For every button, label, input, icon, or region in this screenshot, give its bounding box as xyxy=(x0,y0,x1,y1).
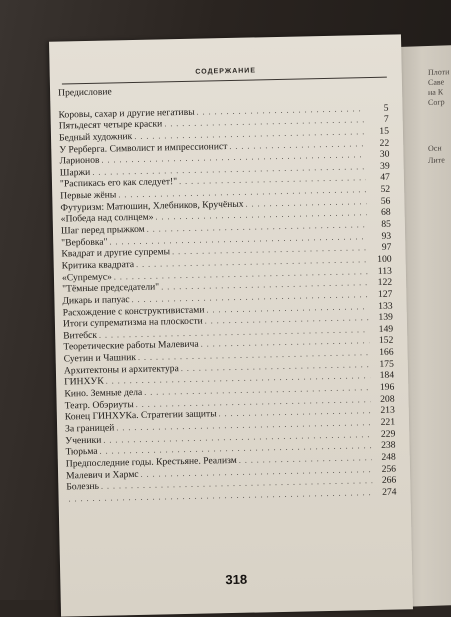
toc-entry-title: Суетин и Чашник xyxy=(63,352,137,365)
toc-entry-title: За границей xyxy=(65,422,115,435)
toc-entry-page: 15 xyxy=(379,125,390,137)
toc-entry-title: Витебск xyxy=(63,329,98,342)
book-page xyxy=(49,34,413,616)
toc-entry-title: Теоретические работы Малевича xyxy=(63,339,199,353)
toc-entry-title: «Супремус» xyxy=(61,271,112,284)
toc-entry-page: 133 xyxy=(378,300,393,312)
toc-entry-title: Расхождение с конструктивистами xyxy=(62,304,205,319)
facing-page-fragment: Плоти xyxy=(428,67,450,77)
toc-entry-page: 68 xyxy=(380,207,391,219)
facing-page-fragment: Осн xyxy=(428,143,442,153)
toc-entry-title: «Победа над солнцем» xyxy=(60,212,154,225)
facing-page-fragment: Лите xyxy=(428,155,445,165)
toc-entry-page: 208 xyxy=(380,393,395,405)
facing-page-fragment: Саве xyxy=(428,77,445,87)
toc-entry-page: 266 xyxy=(381,474,397,487)
toc-entry-page: 5 xyxy=(383,102,389,114)
toc-entry-page: 274 xyxy=(382,486,397,498)
toc-entry-page: 39 xyxy=(379,160,390,172)
toc-entry-page: 221 xyxy=(380,416,396,428)
toc-entry-page: 93 xyxy=(381,230,392,242)
toc-entry-page: 196 xyxy=(379,381,395,393)
toc-entry-page: 113 xyxy=(377,265,393,277)
page-number: 318 xyxy=(225,571,248,588)
toc-entry-title: Предисловие xyxy=(57,86,112,99)
toc-entry-page: 47 xyxy=(380,172,391,184)
toc-entry-title: Болезнь xyxy=(66,480,100,493)
toc-entry-title: Театр. Обэриуты xyxy=(64,398,134,412)
toc-entry-title: Критика квадрата xyxy=(61,258,135,272)
toc-entry-title: Шаг перед прыжком xyxy=(60,223,145,237)
toc-entry-page: 85 xyxy=(381,218,392,230)
toc-entry-title: Дикарь и папуас xyxy=(62,294,130,307)
toc-entry-title: Предпоследние годы. Крестьяне. Реализм xyxy=(65,454,237,470)
toc-entry-page: 56 xyxy=(380,195,391,207)
toc-entry-page: 175 xyxy=(379,358,394,370)
toc-entry-title: Кино. Земные дела xyxy=(64,386,143,400)
toc-entry-page: 152 xyxy=(378,335,394,347)
toc-entry-title: Малевич и Хармс xyxy=(65,468,139,481)
toc-entry-title: Бедный художник xyxy=(58,130,133,144)
toc-entry-page: 30 xyxy=(379,148,390,161)
toc-entry-page: 100 xyxy=(377,253,392,265)
toc-entry-title: Пятьдесят четыре краски xyxy=(58,118,163,132)
toc-entry-page: 22 xyxy=(379,137,390,149)
toc-entry-title: Первые жёны xyxy=(60,189,117,202)
toc-entry-title: Квадрат и другие супремы xyxy=(61,246,171,260)
toc-entry-page: 52 xyxy=(380,183,391,195)
toc-entry-page: 149 xyxy=(378,323,394,335)
toc-entry-title: Футуризм: Матюшин, Хлебников, Кручёных xyxy=(60,198,244,214)
toc-entry-title: Конец ГИНХУКа. Стратегии защиты xyxy=(64,408,217,423)
toc-entry-title: "Тёмные председатели" xyxy=(62,281,160,295)
toc-entry-page: 184 xyxy=(379,369,395,382)
toc-entry-page: 256 xyxy=(381,463,397,475)
toc-entry-page: 166 xyxy=(379,346,394,358)
toc-entry-title: Коровы, сахар и другие негативы xyxy=(58,106,195,121)
facing-page-fragment: Согр xyxy=(428,97,445,107)
toc-entry-title: Ученики xyxy=(65,434,102,447)
toc-entry-page: 122 xyxy=(377,276,393,289)
toc-entry-title: У Рерберга. Символист и импрессионист xyxy=(59,140,228,156)
toc-entry-title: Тюрьма xyxy=(65,446,98,458)
toc-entry-page: 7 xyxy=(383,113,389,126)
toc-entry-page: 213 xyxy=(380,404,395,417)
facing-page-fragment: на К xyxy=(428,87,444,97)
toc-entry-page: 229 xyxy=(380,428,396,440)
toc-entry-title: "Распикась его как следует!" xyxy=(59,176,178,191)
toc-entry-page: 97 xyxy=(381,241,392,254)
toc-entry-page: 248 xyxy=(381,451,396,463)
table-of-contents xyxy=(58,81,397,505)
toc-entry-page: 139 xyxy=(378,311,393,324)
toc-entry-title: Ларионов xyxy=(59,154,100,167)
toc-entry-page: 127 xyxy=(377,288,393,300)
toc-entry-title: "Вербовка" xyxy=(61,236,108,249)
toc-entry-title: Итоги супрематизма на плоскости xyxy=(62,315,203,330)
toc-entry-page: 238 xyxy=(381,439,396,452)
toc-entry-title: ГИНХУК xyxy=(64,376,104,388)
toc-entry-title: Шаржи xyxy=(59,166,91,179)
toc-entry-title: Архитектоны и архитектура xyxy=(63,362,179,377)
running-head: СОДЕРЖАНИЕ xyxy=(195,67,257,76)
